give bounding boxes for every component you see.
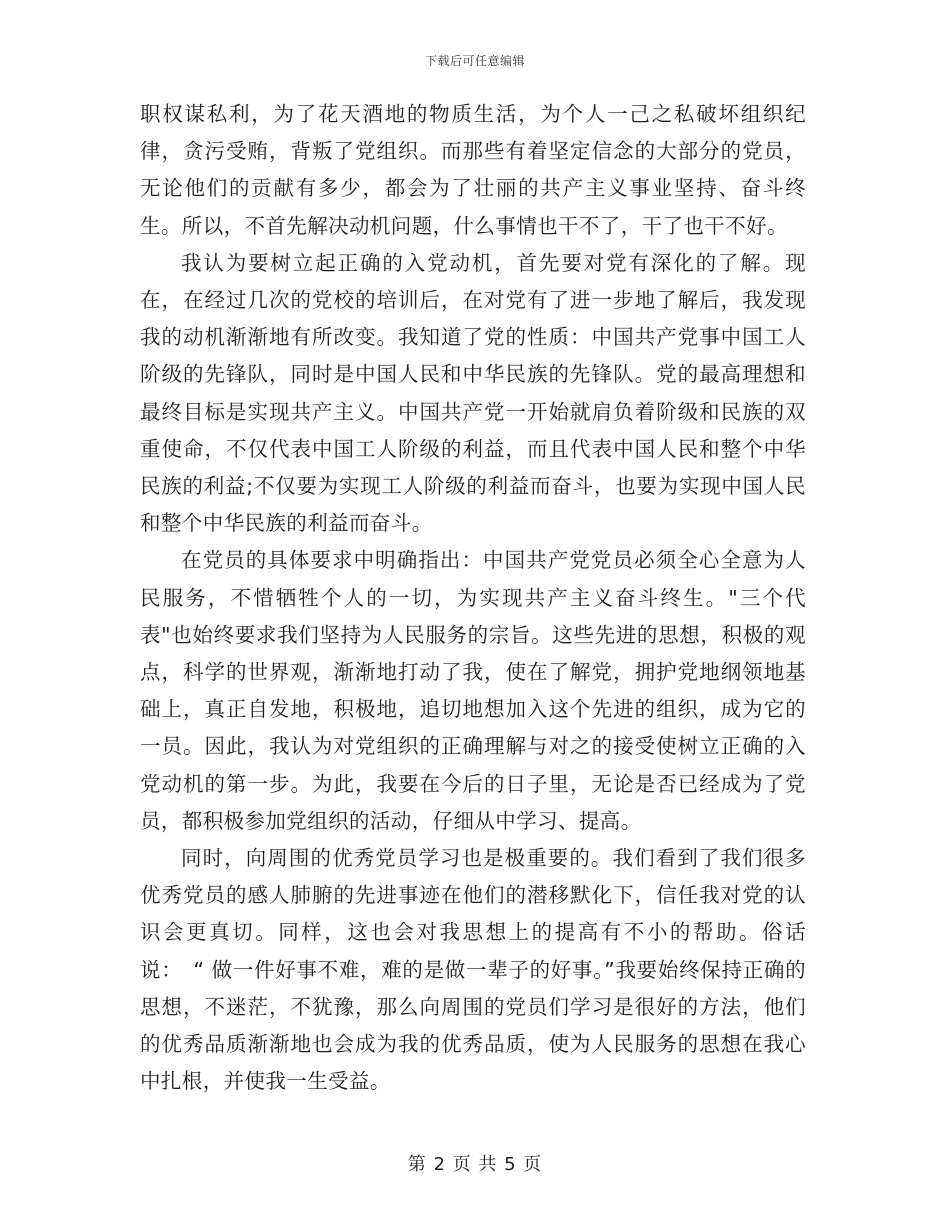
paragraph-3: 在党员的具体要求中明确指出：中国共产党党员必须全心全意为人民服务，不惜牺牲个人的一切，为实现共产主义奋斗终生。"三个代表"也始终要求我们坚持为人民服务的宗旨。这些先进的思想，积极的观点，科学的世界观，渐渐地打动了我，使在了解党，拥护党地纲领地基础上，真正自发地，积极地，追切地想加入这个先进的组织，成为它的一员。因此，我认为对党组织的正确理解与对之的接受使树立正确的入党动机的第一步。为此，我要在今后的日子里，无论是否已经成为了党员，都积极参加党组织的活动，仔细从中学习、提高。	[140, 548, 806, 833]
document-body	[140, 96, 806, 1100]
page-header: 下载后可任意编辑	[424, 54, 525, 68]
paragraph-2: 我认为要树立起正确的入党动机，首先要对党有深化的了解。现在，在经过几次的党校的培训后，在对党有了进一步地了解后，我发现我的动机渐渐地有所改变。我知道了党的性质：中国共产党事中国工人阶级的先锋队，同时是中国人民和中华民族的先锋队。党的最高理想和最终目标是实现共产主义。中国共产党一开始就肩负着阶级和民族的双重使命，不仅代表中国工人阶级的利益，而且代表中国人民和整个中华民族的利益;不仅要为实现工人阶级的利益而奋斗，也要为实现中国人民和整个中华民族的利益而奋斗。	[140, 250, 806, 536]
paragraph-4: 同时，向周围的优秀党员学习也是极重要的。我们看到了我们很多优秀党员的感人肺腑的先进事迹在他们的潜移默化下，信任我对党的认识会更真切。同样，这也会对我思想上的提高有不小的帮助。俗话说： “ 做一件好事不难，难的是做一辈子的好事。”我要始终保持正确的思想，不迷茫，不犹豫，那么向周围的党员们学习是很好的方法，他们的优秀品质渐渐地也会成为我的优秀品质，使为人民服务的思想在我心中扎根，并使我一生受益。	[140, 846, 806, 1094]
page-number-footer: 第 2 页 共 5 页	[407, 1154, 543, 1175]
paragraph-1: 职权谋私利，为了花天酒地的物质生活，为个人一己之私破坏组织纪律，贪污受贿，背叛了党组织。而那些有着坚定信念的大部分的党员，无论他们的贡献有多少，都会为了壮丽的共产主义事业坚持、奋斗终生。所以，不首先解决动机问题，什么事情也干不了，干了也干不好。	[140, 102, 806, 238]
